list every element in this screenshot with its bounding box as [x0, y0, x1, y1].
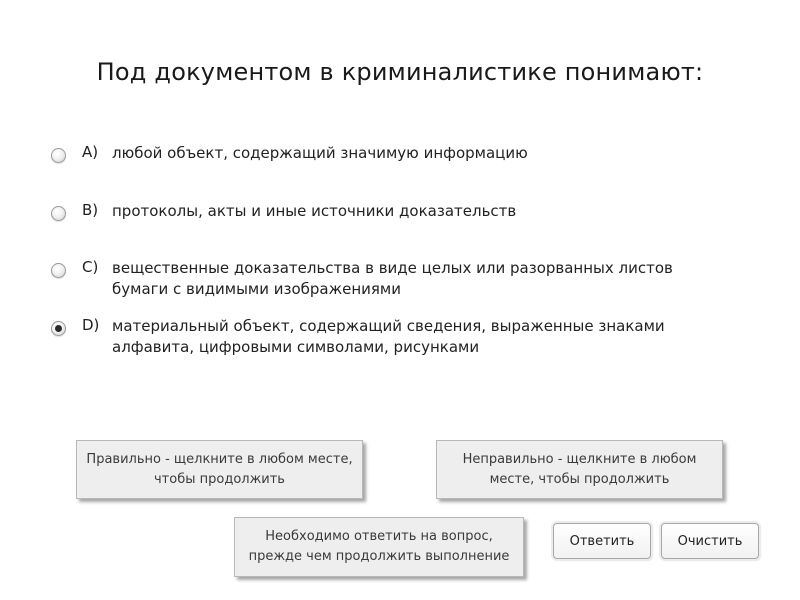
radio-button-selected-icon[interactable] [51, 321, 66, 336]
option-letter: B) [82, 201, 99, 219]
option-text: вещественные доказательства в виде целых или разорванных листов бумаги с видимыми изображениями [112, 259, 673, 298]
question-title: Под документом в криминалистике понимают: [96, 58, 704, 86]
radio-button-icon[interactable] [51, 263, 66, 278]
option-d[interactable] [48, 316, 698, 367]
option-text: протоколы, акты и иные источники доказательств [112, 202, 517, 220]
option-text: материальный объект, содержащий сведения, выраженные знаками алфавита, цифровыми символами, рисунками [112, 317, 665, 356]
option-c[interactable] [48, 258, 698, 309]
option-a[interactable] [48, 143, 698, 194]
answer-required-box: Необходимо ответить на вопрос, прежде чем продолжить выполнение [234, 517, 524, 577]
option-letter: A) [82, 143, 99, 161]
correct-feedback-box[interactable]: Правильно - щелкните в любом месте, чтобы продолжить [76, 440, 363, 499]
clear-button[interactable]: Очистить [661, 523, 759, 559]
option-b[interactable] [48, 201, 698, 252]
option-letter: C) [82, 258, 99, 276]
radio-button-icon[interactable] [51, 148, 66, 163]
option-letter: D) [82, 316, 100, 334]
incorrect-feedback-box[interactable]: Неправильно - щелкните в любом месте, чтобы продолжить [436, 440, 723, 499]
option-text: любой объект, содержащий значимую информацию [112, 144, 528, 162]
radio-button-icon[interactable] [51, 206, 66, 221]
submit-button[interactable]: Ответить [553, 523, 651, 559]
